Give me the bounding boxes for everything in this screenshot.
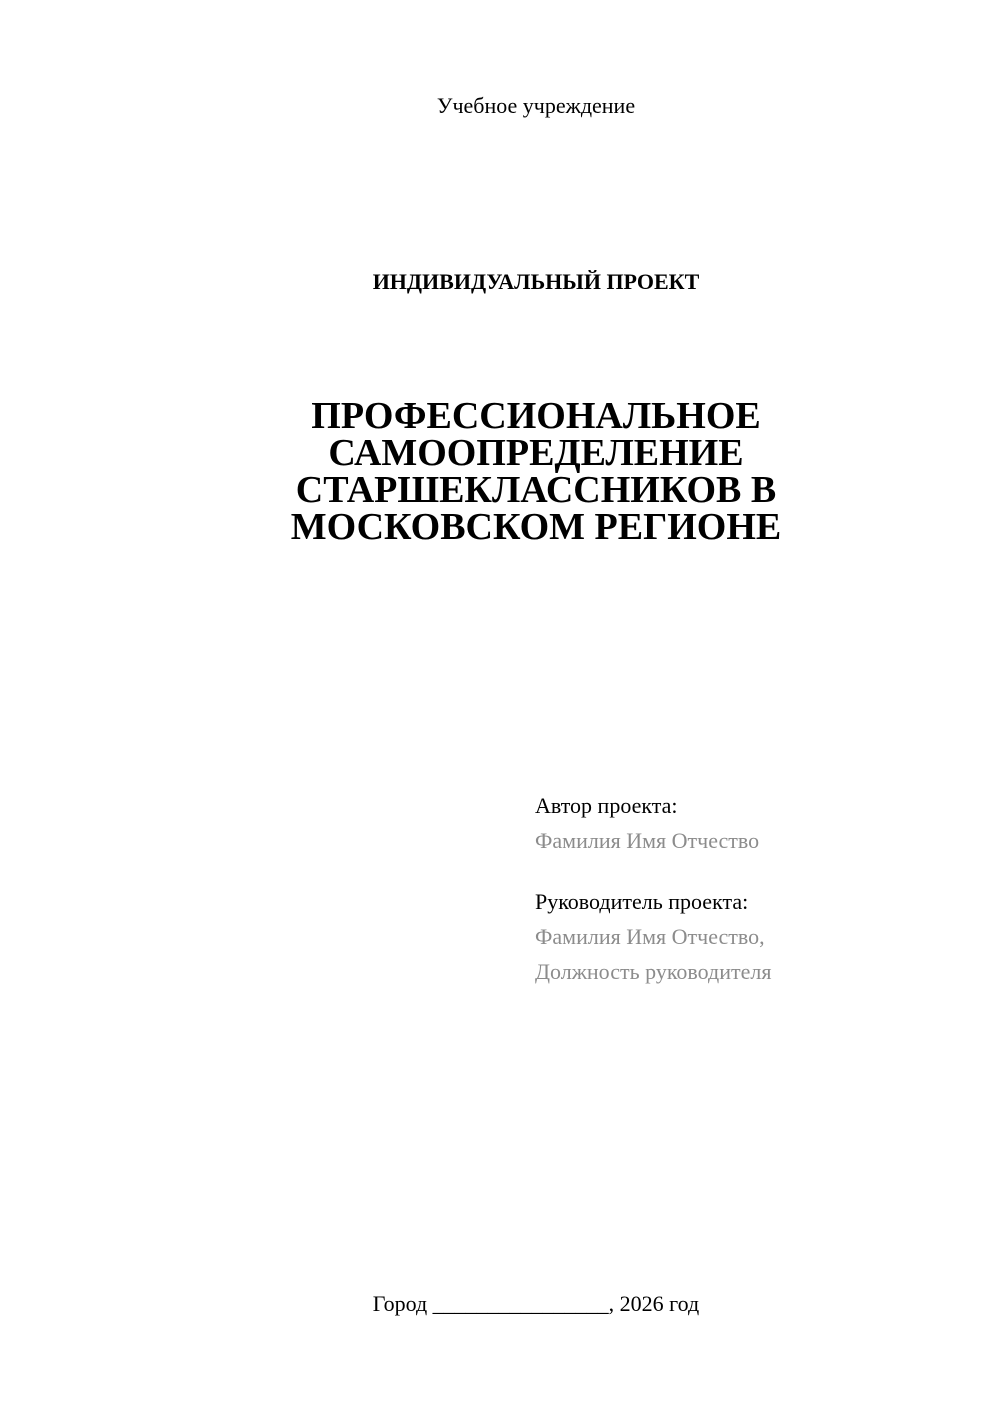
supervisor-name-placeholder: Фамилия Имя Отчество, (535, 924, 765, 949)
project-title-line: САМООПРЕДЕЛЕНИЕ (328, 432, 744, 474)
project-title-line: ПРОФЕССИОНАЛЬНОЕ (311, 395, 761, 437)
supervisor-label: Руководитель проекта: (535, 889, 749, 914)
city-year-footer: Город ________________, 2026 год (372, 1291, 700, 1316)
project-title (286, 395, 786, 548)
institution-name: Учебное учреждение (436, 93, 636, 118)
author-label: Автор проекта: (535, 793, 678, 818)
author-name-placeholder: Фамилия Имя Отчество (535, 828, 760, 853)
project-title-line: МОСКОВСКОМ РЕГИОНЕ (290, 506, 782, 548)
project-type-heading: ИНДИВИДУАЛЬНЫЙ ПРОЕКТ (372, 269, 700, 294)
project-title-line: СТАРШЕКЛАССНИКОВ В (295, 469, 777, 511)
supervisor-position-placeholder: Должность руководителя (535, 959, 772, 984)
signature-block (535, 788, 975, 989)
spacer (535, 858, 975, 884)
